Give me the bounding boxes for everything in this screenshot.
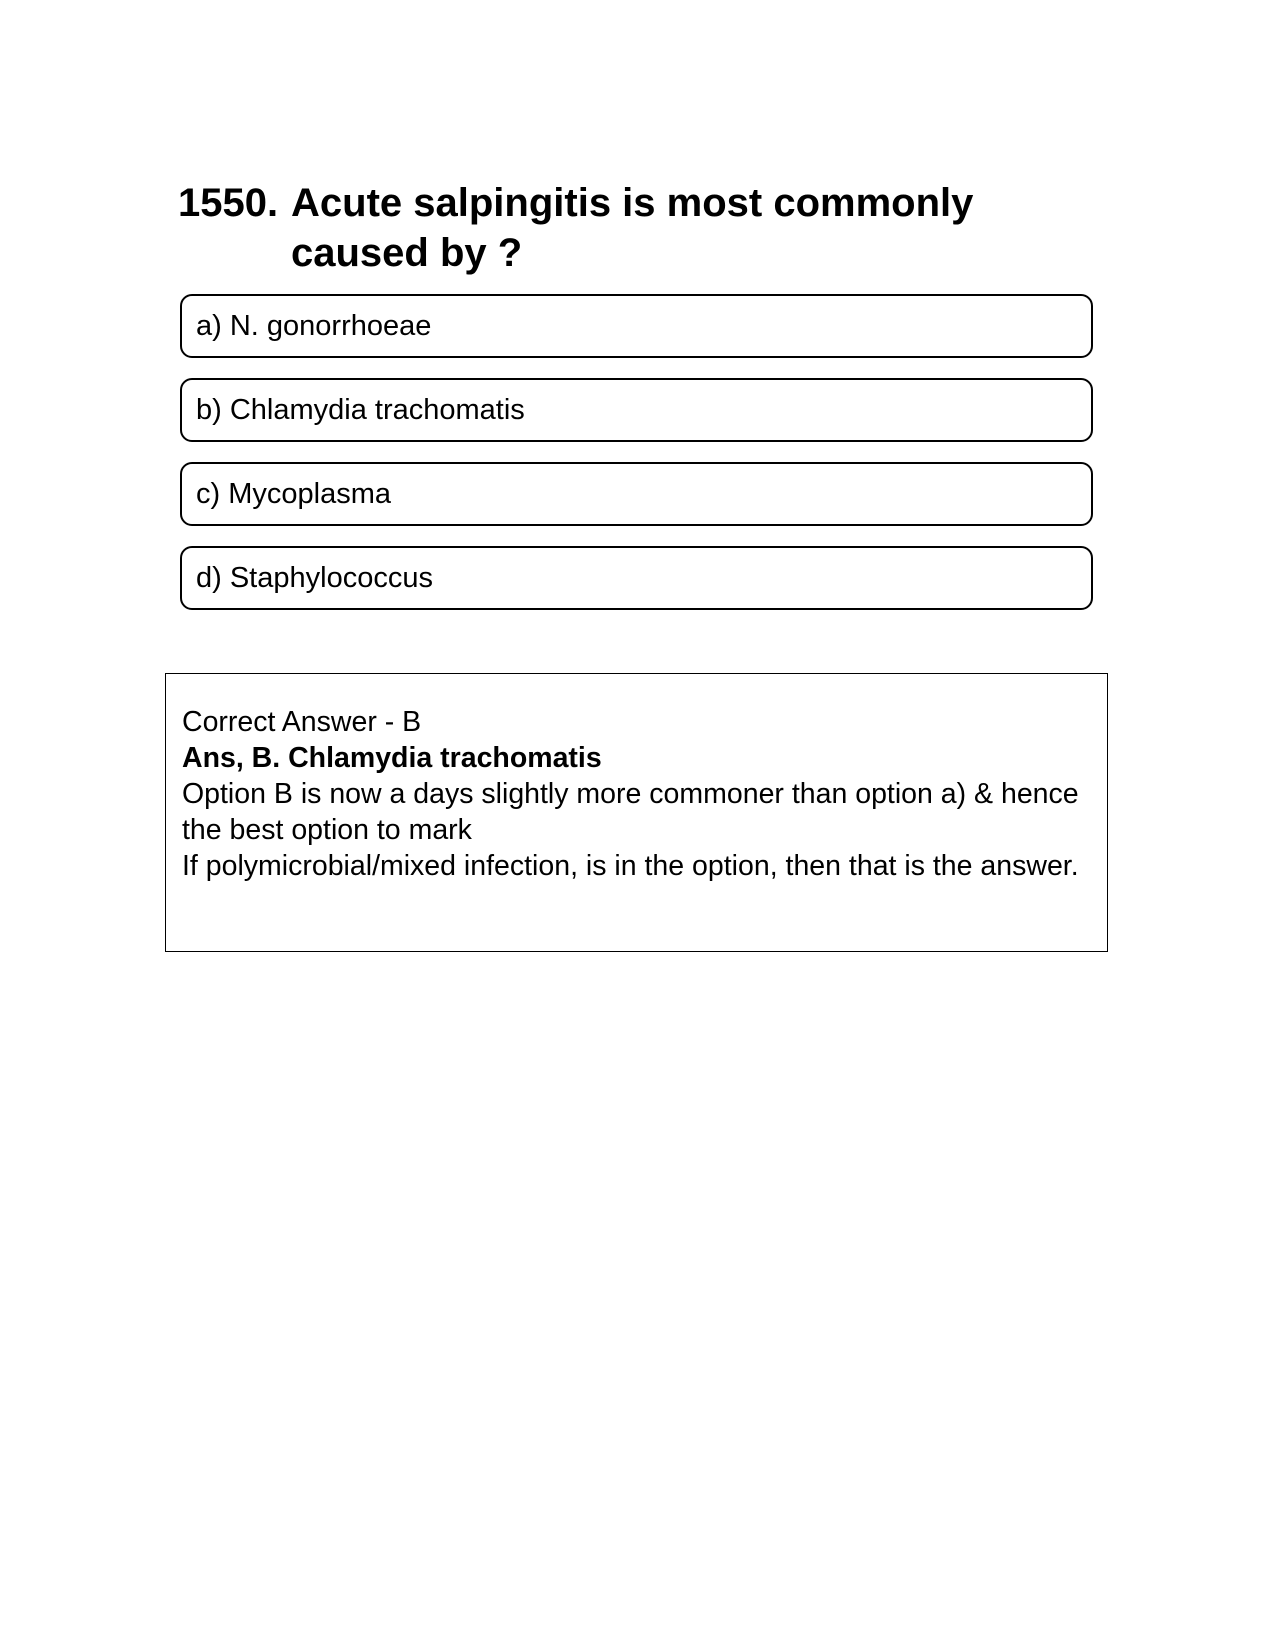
option-c[interactable]: c) Mycoplasma (180, 462, 1093, 526)
option-b[interactable]: b) Chlamydia trachomatis (180, 378, 1093, 442)
option-d[interactable]: d) Staphylococcus (180, 546, 1093, 610)
correct-answer-text: Correct Answer - B (182, 706, 422, 738)
explanation-text-2: If polymicrobial/mixed infection, is in the option, then that is the answer. (182, 850, 1079, 882)
question-number: 1550. (178, 181, 279, 225)
question-heading (178, 178, 1078, 278)
option-a[interactable]: a) N. gonorrhoeae (180, 294, 1093, 358)
answer-heading: Ans, B. Chlamydia trachomatis (182, 742, 602, 774)
answer-explanation-box (165, 673, 1108, 952)
explanation-text-1: Option B is now a days slightly more commoner than option a) & hence the best option to mark (182, 778, 1079, 846)
question-text: Acute salpingitis is most commonly caused by ? (291, 181, 974, 275)
